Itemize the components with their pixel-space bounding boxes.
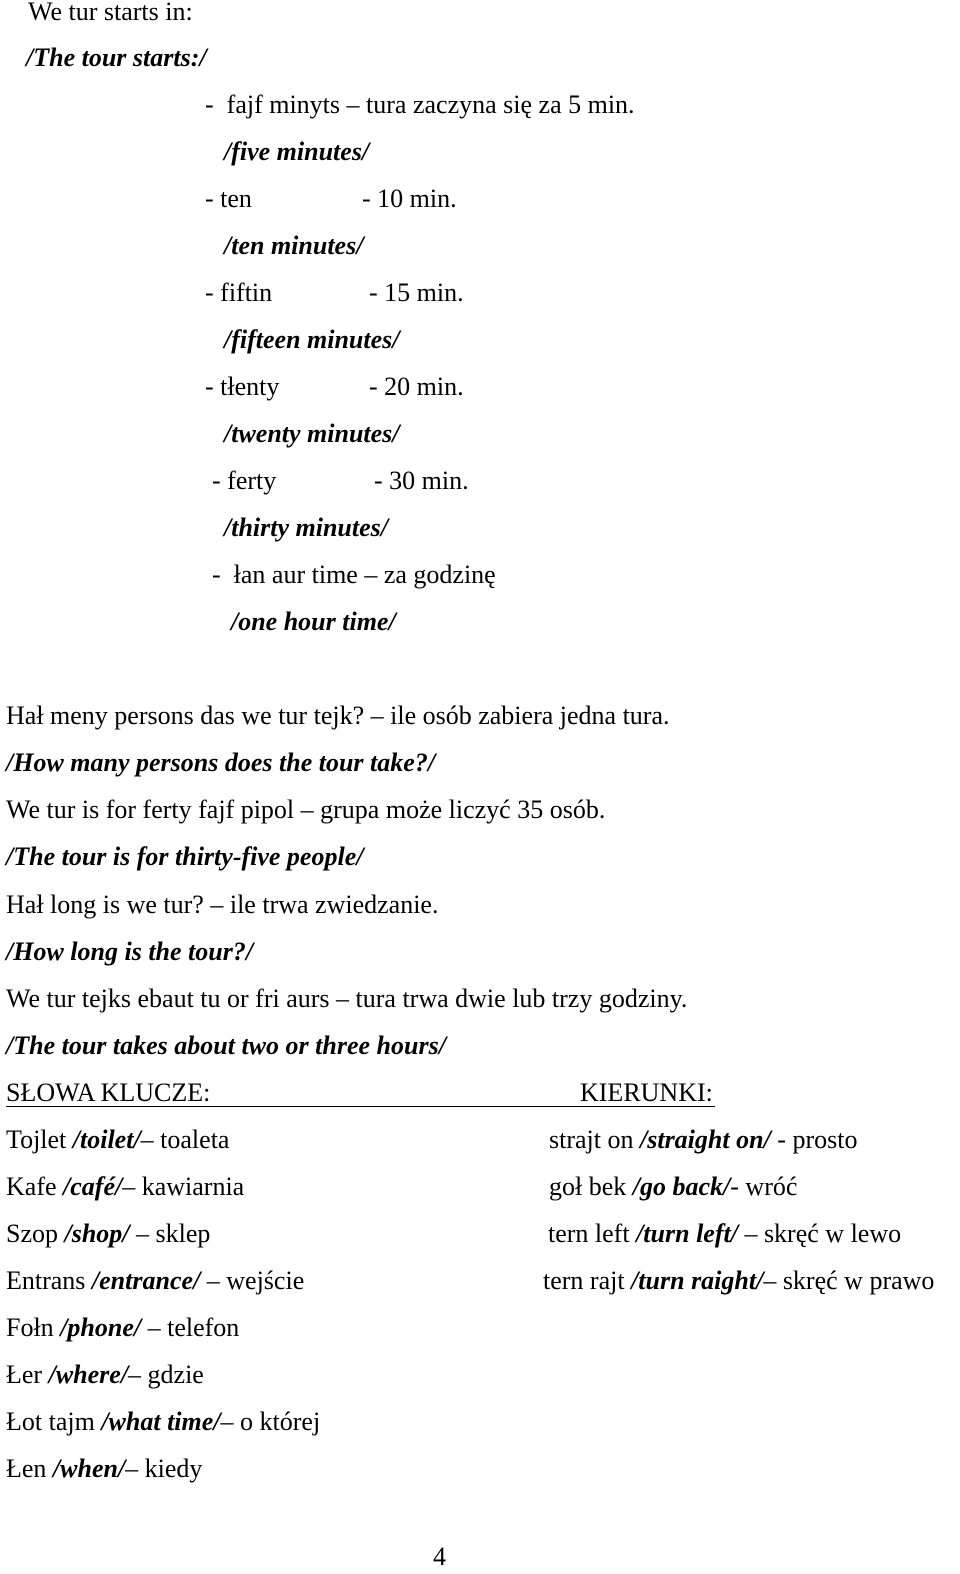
direction-english: /go back/: [632, 1172, 731, 1201]
time-translation-text: /twenty minutes/: [224, 419, 400, 448]
time-phrase: [212, 466, 276, 496]
time-translation-text: /fifteen minutes/: [224, 325, 400, 354]
directions-heading: [580, 1078, 713, 1108]
time-phrase: [205, 372, 279, 402]
keyword-word: Fołn: [6, 1313, 61, 1342]
time-phrase-text: - fiftin: [205, 278, 273, 307]
keyword-polish: – kawiarnia: [122, 1172, 245, 1201]
intro-heading-en-text: /The tour starts:/: [26, 43, 207, 72]
keyword-english: /phone/: [60, 1313, 142, 1342]
keyword-english: /when/: [52, 1454, 126, 1483]
keyword-polish: – kiedy: [125, 1454, 203, 1483]
time-phrase-text: - łan aur time – za godzinę: [212, 560, 496, 589]
direction-word: strajt on: [549, 1125, 640, 1154]
time-value: [374, 466, 469, 496]
keyword-polish: – telefon: [141, 1313, 240, 1342]
keyword-polish: – toaleta: [140, 1125, 230, 1154]
keyword-word: Łot tajm: [6, 1407, 102, 1436]
keyword-word: Entrans: [6, 1266, 92, 1295]
keyword-polish: – o której: [220, 1407, 321, 1436]
keyword-word: Łen: [6, 1454, 53, 1483]
time-phrase: [205, 278, 272, 308]
keyword-item: [6, 1407, 320, 1437]
keyword-item: [6, 1219, 210, 1249]
time-translation: [231, 607, 396, 637]
keyword-polish: – wejście: [200, 1266, 305, 1295]
question-text-text: We tur is for ferty fajf pipol – grupa może liczyć 35 osób.: [6, 795, 606, 825]
intro-heading-en: [26, 43, 207, 73]
time-value-text: - 30 min.: [374, 466, 469, 495]
time-value-text: - 20 min.: [369, 372, 464, 401]
time-value-text: - 10 min.: [362, 184, 457, 213]
time-translation-text: /five minutes/: [224, 137, 370, 166]
keyword-item: [6, 1313, 239, 1343]
time-phrase: [212, 560, 496, 590]
direction-item: [543, 1266, 934, 1296]
question-text: [6, 984, 687, 1014]
question-text-text: We tur tejks ebaut tu or fri aurs – tura trwa dwie lub trzy godziny.: [6, 983, 688, 1013]
directions-heading-text: KIERUNKI: [580, 1078, 706, 1107]
time-value: [369, 278, 464, 308]
question-translation: [6, 748, 435, 778]
question-text: [6, 701, 670, 731]
keywords-heading-text: SŁOWA KLUCZE:: [6, 1078, 211, 1107]
keywords-heading: [6, 1078, 210, 1108]
time-translation: [224, 231, 363, 261]
keyword-english: /café/: [63, 1172, 123, 1201]
keyword-item: [6, 1454, 202, 1484]
direction-english: /straight on/: [640, 1125, 771, 1154]
direction-english: /turn raight/: [631, 1266, 764, 1295]
colon: :: [705, 1078, 713, 1107]
direction-polish: – skręć w prawo: [763, 1266, 935, 1295]
question-text: [6, 890, 438, 920]
time-value: [362, 184, 457, 214]
direction-item: [549, 1125, 857, 1155]
page-number: [433, 1542, 446, 1572]
time-translation: [224, 419, 400, 449]
time-translation-text: /one hour time/: [231, 607, 396, 636]
direction-word: tern left: [548, 1219, 637, 1248]
time-value: [369, 372, 464, 402]
question-translation: [6, 1031, 446, 1061]
keyword-polish: – gdzie: [128, 1360, 204, 1389]
keyword-item: [6, 1172, 244, 1202]
keyword-english: /what time/: [101, 1407, 221, 1436]
question-translation-text: /The tour is for thirty-five people/: [6, 842, 364, 872]
time-phrase: [205, 184, 252, 214]
question-translation-text: /The tour takes about two or three hours/: [6, 1030, 446, 1060]
keyword-word: Łer: [6, 1360, 49, 1389]
question-translation: [6, 842, 363, 872]
direction-item: [548, 1219, 901, 1249]
keyword-word: Szop: [6, 1219, 65, 1248]
time-translation: [224, 325, 400, 355]
direction-polish: - wróć: [730, 1172, 798, 1201]
time-translation-text: /thirty minutes/: [224, 513, 388, 542]
page-number-text: 4: [433, 1542, 446, 1571]
keyword-english: /toilet/: [72, 1125, 141, 1154]
time-phrase-text: - tłenty: [205, 372, 280, 401]
question-translation: [6, 937, 253, 967]
direction-polish: - prosto: [770, 1125, 858, 1154]
time-phrase-text: - fajf minyts – tura zaczyna się za 5 min.: [205, 90, 635, 119]
time-phrase-text: - ferty: [212, 466, 277, 495]
time-phrase-text: - ten: [205, 184, 252, 213]
direction-word: tern rajt: [543, 1266, 632, 1295]
keyword-item: [6, 1360, 204, 1390]
direction-english: /turn left/: [636, 1219, 738, 1248]
keyword-english: /shop/: [64, 1219, 130, 1248]
keyword-word: Kafe: [6, 1172, 64, 1201]
keyword-english: /where/: [48, 1360, 129, 1389]
keyword-english: /entrance/: [91, 1266, 201, 1295]
time-phrase: [205, 90, 635, 120]
direction-word: goł bek: [549, 1172, 633, 1201]
keyword-item: [6, 1125, 229, 1155]
question-translation-text: /How many persons does the tour take?/: [6, 748, 436, 777]
keyword-item: [6, 1266, 304, 1296]
intro-heading-text: We tur starts in:: [28, 0, 193, 26]
heading-underline: [6, 1106, 715, 1107]
question-text: [6, 795, 605, 825]
question-text-text: Hał meny persons das we tur tejk? – ile osób zabiera jedna tura.: [6, 701, 670, 730]
time-translation: [224, 137, 369, 167]
direction-item: [549, 1172, 797, 1202]
question-translation-text: /How long is the tour?/: [6, 936, 254, 966]
time-translation: [224, 513, 388, 543]
question-text-text: Hał long is we tur? – ile trwa zwiedzanie.: [6, 889, 439, 919]
keyword-word: Tojlet: [6, 1125, 73, 1154]
time-translation-text: /ten minutes/: [224, 231, 364, 260]
time-value-text: - 15 min.: [369, 278, 464, 307]
intro-heading: [28, 0, 193, 27]
direction-polish: – skręć w lewo: [737, 1219, 902, 1248]
keyword-polish: – sklep: [129, 1219, 211, 1248]
